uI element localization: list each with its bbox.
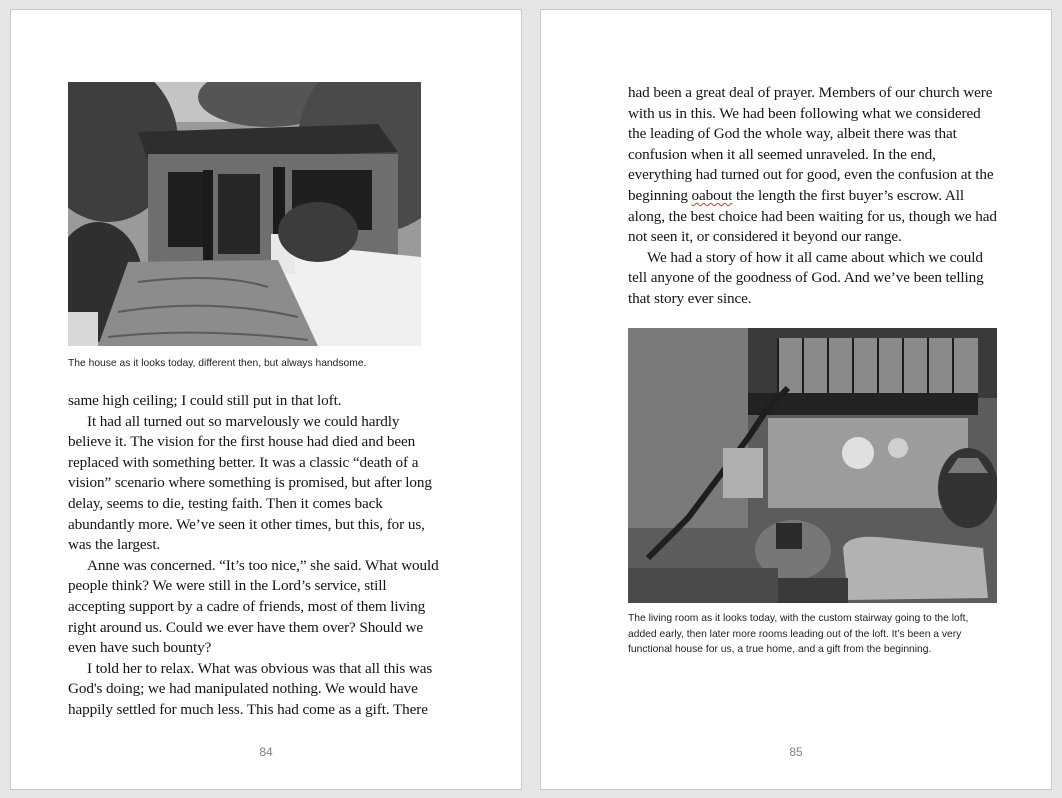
misspelled-word[interactable]: oabout	[691, 186, 733, 204]
paragraph: same high ceiling; I could still put in that loft.	[68, 392, 342, 409]
living-room-illustration	[628, 328, 997, 603]
page-84	[10, 9, 522, 790]
page-number: 84	[259, 745, 273, 759]
paragraph: Anne was concerned. “It’s too nice,” she said. What would people think? We were still in the Lord’s service, still accepting support by a cadre of friends, most of them living right around us. Could we ever have them over? Should we even have such bounty?	[68, 556, 439, 657]
image-caption: The house as it looks today, different then, but always handsome.	[68, 358, 367, 369]
page-number: 85	[789, 745, 803, 759]
body-text	[68, 391, 440, 721]
body-text	[628, 83, 1000, 310]
house-exterior-illustration	[68, 82, 421, 346]
paragraph	[628, 83, 1000, 248]
house-exterior-photo	[68, 82, 421, 346]
page-85	[540, 9, 1052, 790]
image-caption: The living room as it looks today, with the custom stairway going to the loft, added early, then later more rooms leading out of the loft. It’s been a very functional house for us, a true home, and a gift from the beginning.	[628, 613, 969, 656]
paragraph: It had all turned out so marvelously we could hardly believe it. The vision for the first house had died and been replaced with something better. It was a classic “death of a vision” scenario where something is promised, but after long delay, seems to die, testing faith. Then it comes back abundantly more. We’ve seen it other times, but this, for us, was the largest.	[68, 412, 432, 554]
paragraph: We had a story of how it all came about which we could tell anyone of the goodness of God. And we’ve been telling that story ever since.	[628, 248, 984, 307]
paragraph: I told her to relax. What was obvious was that all this was God's doing; we had manipulated nothing. We would have happily settled for much less. This had come as a gift. There	[68, 659, 433, 718]
text-run: the length the first buyer’s escrow. All along, the best choice had been waiting for us, though we had not seen it, or considered it beyond our range.	[628, 186, 997, 246]
text-run: had been a great deal of prayer. Members of our church were with us in this. We had been following what we considered the leading of God the whole way, albeit there was that confusion when it all seemed unraveled. In the end, everything had turned out for good, even the confusion at the beginning	[628, 84, 994, 204]
living-room-photo	[628, 328, 997, 603]
